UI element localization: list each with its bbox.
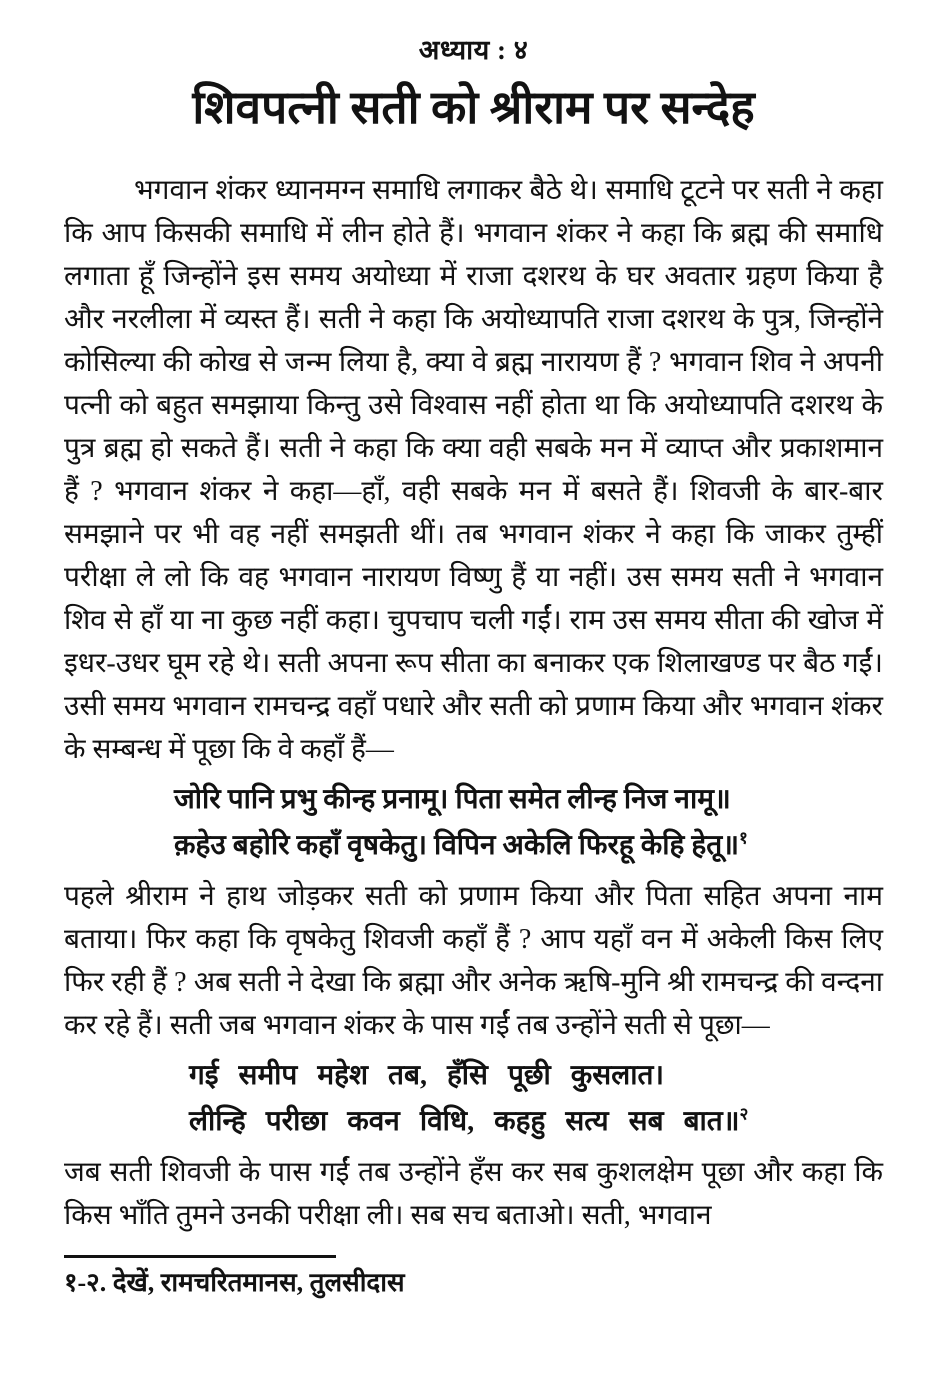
chapter-label: अध्याय : ४ <box>418 35 529 65</box>
footnote-text: १-२. देखें, रामचरितमानस, तुलसीदास <box>64 1268 405 1298</box>
verse-line <box>174 823 883 869</box>
verse-couplet-1 <box>174 777 883 869</box>
footnote-ref-2: २ <box>739 1104 749 1124</box>
verse-line <box>174 777 883 823</box>
verse-text: लीन्हि परीछा कवन विधि, कहहु सत्य सब बात॥ <box>189 1106 740 1138</box>
paragraph-1: भगवान शंकर ध्यानमग्न समाधि लगाकर बैठे थे। समाधि टूटने पर सती ने कहा कि आप किसकी समाधि में लीन होते हैं। भगवान शंकर ने कहा कि ब्रह्म की समाधि लगाता हूँ जिन्होंने इस समय अयोध्या में राजा दशरथ के घर अवतार ग्रहण किया है और नरलीला में व्यस्त हैं। सती ने कहा कि अयोध्यापति राजा दशरथ के पुत्र, जिन्होंने कोसिल्या की कोख से जन्म लिया है, क्या वे ब्रह्म नारायण हैं ? भगवान शिव ने अपनी पत्नी को बहुत समझाया किन्तु उसे विश्वास नहीं होता था कि अयोध्यापति दशरथ के पुत्र ब्रह्म हो सकते हैं। सती ने कहा कि क्या वही सबके मन में व्याप्त और प्रकाशमान हैं ? भगवान शंकर ने कहा—हाँ, वही सबके मन में बसते हैं। शिवजी के बार-बार समझाने पर भी वह नहीं समझती थीं। तब भगवान शंकर ने कहा कि जाकर तुम्हीं परीक्षा ले लो कि वह भगवान नारायण विष्णु हैं या नहीं। उस समय सती ने भगवान शिव से हाँ या ना कुछ नहीं कहा। चुपचाप चली गईं। राम उस समय सीता की खोज में इधर-उधर घूम रहे थे। सती अपना रूप सीता का बनाकर एक शिलाखण्ड पर बैठ गईं। उसी समय भगवान रामचन्द्र वहाँ पधारे और सती को प्रणाम किया और भगवान शंकर के सम्बन्ध में पूछा कि वे कहाँ हैं— <box>64 175 883 766</box>
page-title: शिवपत्नी सती को श्रीराम पर सन्देह <box>192 82 755 134</box>
footnote-ref-1: १ <box>739 828 748 848</box>
verse-text: जोरि पानि प्रभु कीन्ह प्रनामू। पिता समेत लीन्ह निज नामू॥ <box>174 784 731 816</box>
verse-couplet-2 <box>189 1053 883 1145</box>
verse-line <box>189 1053 883 1099</box>
verse-text: क़हेउ बहोरि कहाँ वृषकेतु। विपिन अकेलि फिरहू केहि हेतू॥ <box>174 830 740 862</box>
verse-text: गई समीप महेश तब, हँसि पूछी कुसलात। <box>189 1060 665 1092</box>
verse-line <box>189 1099 883 1145</box>
paragraph-3: जब सती शिवजी के पास गईं तब उन्होंने हँस कर सब कुशलक्षेम पूछा और कहा कि किस भाँति तुमने उनकी परीक्षा ली। सब सच बताओ। सती, भगवान <box>64 1157 883 1232</box>
footnote-divider <box>64 1255 336 1258</box>
paragraph-2: पहले श्रीराम ने हाथ जोड़कर सती को प्रणाम किया और पिता सहित अपना नाम बताया। फिर कहा कि वृषकेतु शिवजी कहाँ हैं ? आप यहाँ वन में अकेली किस लिए फिर रही हैं ? अब सती ने देखा कि ब्रह्मा और अनेक ऋषि-मुनि श्री रामचन्द्र की वन्दना कर रहे हैं। सती जब भगवान शंकर के पास गईं तब उन्होंने सती से पूछा— <box>64 881 883 1042</box>
